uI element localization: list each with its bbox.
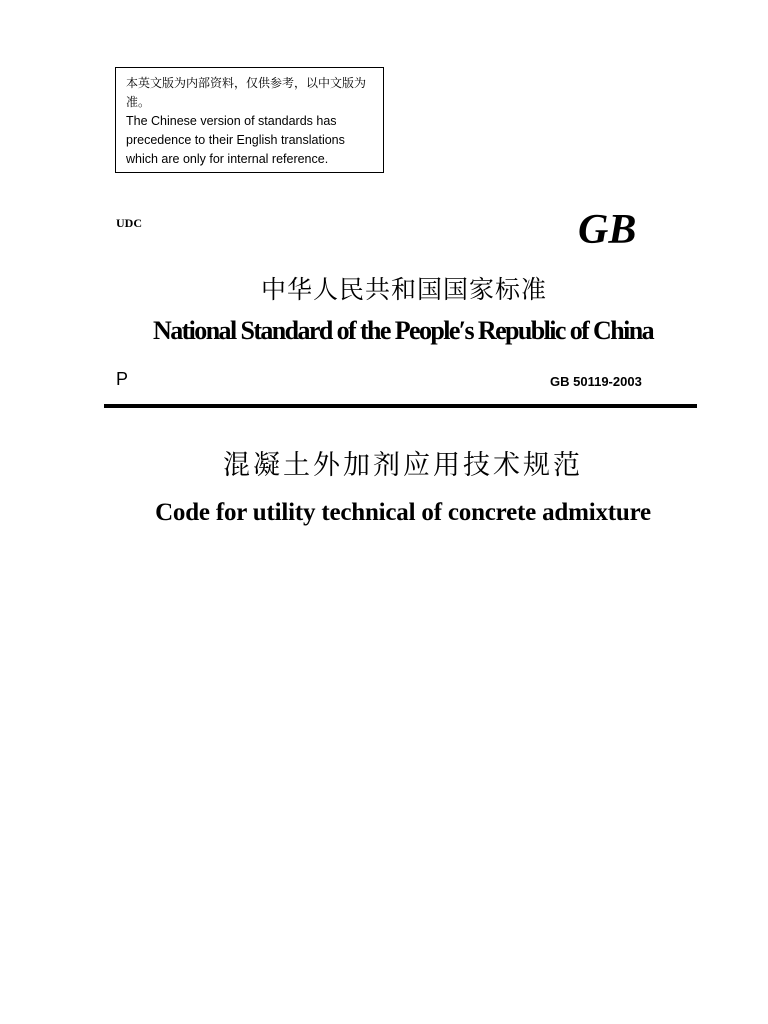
code-title-chinese: 混凝土外加剂应用技术规范 [223, 450, 583, 481]
classification-category: P [116, 369, 129, 389]
national-standard-title-english: National Standard of the People′s Republic of China [153, 316, 653, 345]
notice-english-line-2: precedence to their English translations [126, 133, 345, 147]
notice-english-line-3: which are only for internal reference. [126, 152, 329, 166]
translation-notice-box [115, 67, 384, 173]
standard-number: GB 50119-2003 [550, 374, 642, 389]
national-standard-title-chinese: 中华人民共和国国家标准 [260, 275, 547, 304]
gb-mark: GB [578, 207, 637, 253]
notice-english-line-1: The Chinese version of standards has [126, 114, 337, 128]
notice-chinese-text: 本英文版为内部资料，仅供参考，以中文版为准。 [126, 76, 367, 109]
header-divider [104, 404, 697, 408]
code-title-english: Code for utility technical of concrete admixture [155, 499, 651, 526]
udc-label: UDC [116, 216, 142, 230]
